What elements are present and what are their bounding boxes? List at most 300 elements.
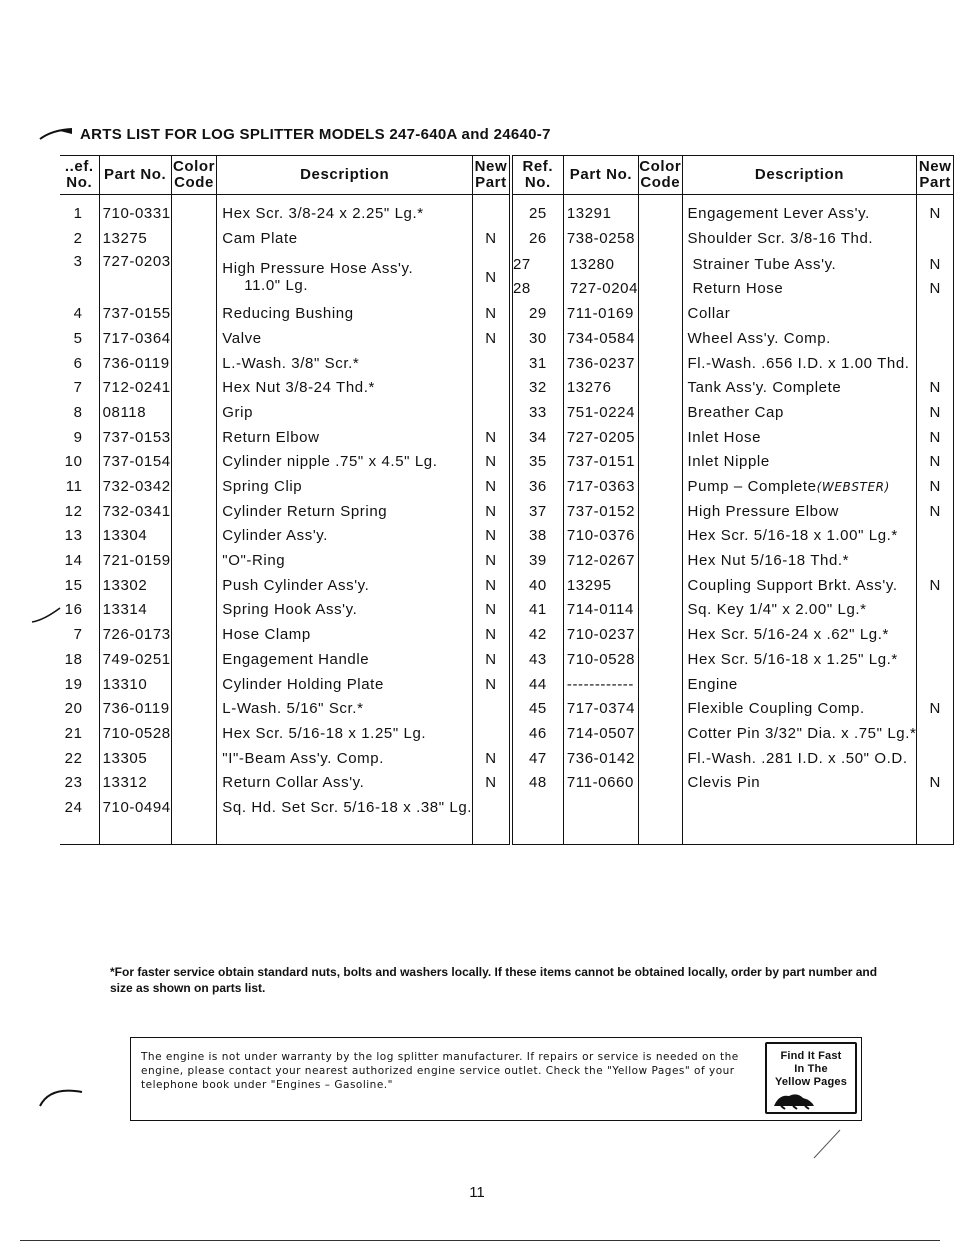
part-no: 13276 xyxy=(563,375,638,400)
description-text: Engagement Lever Ass'y. xyxy=(687,204,870,222)
new-part: N xyxy=(473,326,511,351)
header-ref-no-right: Ref. No. xyxy=(511,156,564,195)
description-text: Hex Scr. 5/16-18 x 1.25" Lg. xyxy=(222,724,427,742)
ref-no: 24 xyxy=(60,795,99,820)
handwritten-note: (WEBSTER) xyxy=(816,480,890,495)
new-part xyxy=(917,226,954,251)
parts-table xyxy=(60,155,954,845)
part-no: 710-0494 xyxy=(99,795,171,820)
table-row xyxy=(60,672,954,697)
part-no: 13275 xyxy=(99,226,171,251)
new-part: N xyxy=(473,226,511,251)
table-row xyxy=(60,326,954,351)
table-row xyxy=(60,770,954,795)
table-row xyxy=(60,622,954,647)
new-part xyxy=(917,351,954,376)
color-code xyxy=(639,375,682,400)
badge-line-2: In The xyxy=(794,1063,828,1075)
color-code xyxy=(639,351,682,376)
margin-mark xyxy=(38,1078,84,1108)
ref-no: 48 xyxy=(511,770,564,795)
ref-no: 15 xyxy=(60,573,99,598)
color-code xyxy=(639,696,682,721)
part-no: 732-0341 xyxy=(99,499,171,524)
part-no: 714-0507 xyxy=(563,721,638,746)
color-code xyxy=(639,400,682,425)
color-code xyxy=(171,598,217,623)
color-code xyxy=(171,548,217,573)
color-code xyxy=(171,301,217,326)
description-text: Cylinder Holding Plate xyxy=(222,675,384,693)
description-text: Push Cylinder Ass'y. xyxy=(222,576,370,594)
part-no: 712-0267 xyxy=(563,548,638,573)
new-part: N xyxy=(473,548,511,573)
ref-no: 46 xyxy=(511,721,564,746)
part-no: 737-0154 xyxy=(99,450,171,475)
part-no: 717-0363 xyxy=(563,474,638,499)
ref-no: 11 xyxy=(60,474,99,499)
color-code xyxy=(171,400,217,425)
ref-no: 4 xyxy=(60,301,99,326)
color-code xyxy=(171,795,217,820)
new-part: N xyxy=(917,499,954,524)
table-row xyxy=(60,499,954,524)
ref-no: 27 xyxy=(512,256,531,274)
part-no: 738-0258 xyxy=(563,226,638,251)
description-text: "O"-Ring xyxy=(222,552,286,570)
description xyxy=(217,770,473,795)
color-code xyxy=(639,201,682,226)
description-text: Coupling Support Brkt. Ass'y. xyxy=(687,576,898,594)
ref-no: 42 xyxy=(511,622,564,647)
ref-no: 13 xyxy=(60,524,99,549)
ref-no: 40 xyxy=(511,573,564,598)
description xyxy=(682,326,917,351)
description xyxy=(217,647,473,672)
ref-no: 45 xyxy=(511,696,564,721)
ref-no xyxy=(511,795,564,820)
part-no: 710-0528 xyxy=(563,647,638,672)
color-code xyxy=(639,795,682,820)
new-part: N xyxy=(473,598,511,623)
description xyxy=(217,450,473,475)
ref-no: 6 xyxy=(60,351,99,376)
ref-no: 47 xyxy=(511,746,564,771)
new-part xyxy=(917,795,954,820)
description xyxy=(217,598,473,623)
description-text: Clevis Pin xyxy=(687,774,761,792)
description-text: Shoulder Scr. 3/8-16 Thd. xyxy=(687,229,874,247)
ref-no: 38 xyxy=(511,524,564,549)
header-new-part-right: New Part xyxy=(917,156,954,195)
table-row xyxy=(60,450,954,475)
new-part: N xyxy=(917,474,954,499)
ref-no: 28 xyxy=(512,280,531,298)
ref-no: 10 xyxy=(60,450,99,475)
description-text: Grip xyxy=(222,403,254,421)
description-text: Tank Ass'y. Complete xyxy=(687,379,842,397)
description-text: Sq. Hd. Set Scr. 5/16-18 x .38" Lg. xyxy=(222,798,473,816)
new-part xyxy=(917,326,954,351)
color-code xyxy=(171,524,217,549)
description xyxy=(217,548,473,573)
part-no: 712-0241 xyxy=(99,375,171,400)
color-code xyxy=(171,351,217,376)
part-no: 737-0153 xyxy=(99,425,171,450)
new-part xyxy=(917,721,954,746)
description xyxy=(682,672,917,697)
part-no: 13291 xyxy=(563,201,638,226)
description xyxy=(682,795,917,820)
description xyxy=(688,277,917,301)
description-text: Fl.-Wash. .281 I.D. x .50" O.D. xyxy=(687,749,908,767)
stacked-cell xyxy=(513,253,547,301)
ref-no: 7 xyxy=(60,622,99,647)
description-text: "I"-Beam Ass'y. Comp. xyxy=(222,749,384,767)
ref-no: 20 xyxy=(60,696,99,721)
part-no: ------------ xyxy=(563,672,638,697)
table-row xyxy=(60,375,954,400)
walking-fingers-icon xyxy=(771,1088,817,1110)
header-ref-no-left: ..ef. No. xyxy=(60,156,99,195)
color-code xyxy=(639,721,682,746)
description xyxy=(682,474,917,499)
part-no: 734-0584 xyxy=(563,326,638,351)
new-part: N xyxy=(473,425,511,450)
new-part: N xyxy=(917,201,954,226)
ref-no: 9 xyxy=(60,425,99,450)
part-no: 08118 xyxy=(99,400,171,425)
description-text: High Pressure Elbow xyxy=(687,502,839,520)
description-text: Wheel Ass'y. Comp. xyxy=(687,329,831,347)
new-part: N xyxy=(917,770,954,795)
part-no: 13280 xyxy=(569,256,615,274)
part-no: 732-0342 xyxy=(99,474,171,499)
description xyxy=(682,226,917,251)
ref-no: 16 xyxy=(60,598,99,623)
description xyxy=(682,647,917,672)
part-no: 13302 xyxy=(99,573,171,598)
ref-no: 1 xyxy=(60,201,99,226)
new-part xyxy=(917,622,954,647)
ref-no: 32 xyxy=(511,375,564,400)
description-text: Inlet Hose xyxy=(687,428,762,446)
part-no: 710-0331 xyxy=(99,201,171,226)
part-no: 13304 xyxy=(99,524,171,549)
color-code xyxy=(639,326,682,351)
description-text: Cylinder Return Spring xyxy=(222,502,388,520)
ref-no: 25 xyxy=(511,201,564,226)
color-code xyxy=(639,450,682,475)
color-code xyxy=(171,622,217,647)
page-number: 11 xyxy=(469,1184,485,1201)
table-row xyxy=(60,201,954,226)
description-text: Hex Scr. 3/8-24 x 2.25" Lg.* xyxy=(222,204,424,222)
description-text: Collar xyxy=(687,305,731,323)
header-color-code-right: Color Code xyxy=(639,156,682,195)
new-part: N xyxy=(473,622,511,647)
color-code xyxy=(639,770,682,795)
engine-warranty-notice xyxy=(130,1037,862,1121)
description xyxy=(682,573,917,598)
new-part: N xyxy=(917,573,954,598)
table-row xyxy=(60,301,954,326)
color-code xyxy=(639,672,682,697)
new-part xyxy=(473,696,511,721)
color-code xyxy=(171,499,217,524)
stacked-cell xyxy=(917,253,953,301)
part-no: 714-0114 xyxy=(563,598,638,623)
description xyxy=(217,351,473,376)
color-code xyxy=(639,499,682,524)
description-text: Cotter Pin 3/32" Dia. x .75" Lg.* xyxy=(687,724,917,742)
color-code xyxy=(639,425,682,450)
table-header-row xyxy=(60,156,954,195)
ref-no: 14 xyxy=(60,548,99,573)
description xyxy=(217,375,473,400)
description xyxy=(682,499,917,524)
color-code xyxy=(171,770,217,795)
color-code xyxy=(639,277,681,301)
part-no: 710-0237 xyxy=(563,622,638,647)
color-code xyxy=(639,524,682,549)
color-code xyxy=(639,253,681,277)
ref-no: 41 xyxy=(511,598,564,623)
margin-mark xyxy=(812,1128,842,1160)
color-code xyxy=(171,573,217,598)
color-code xyxy=(639,598,682,623)
description xyxy=(682,548,917,573)
description-text: Spring Clip xyxy=(222,478,303,496)
new-part: N xyxy=(473,301,511,326)
new-part xyxy=(917,746,954,771)
new-part xyxy=(473,351,511,376)
part-no: 721-0159 xyxy=(99,548,171,573)
description-text: Reducing Bushing xyxy=(222,305,354,323)
badge-line-3: Yellow Pages xyxy=(774,1076,848,1088)
color-code xyxy=(639,474,682,499)
color-code xyxy=(171,226,217,251)
part-no xyxy=(563,250,638,301)
color-code xyxy=(639,573,682,598)
color-code xyxy=(639,746,682,771)
part-no: 710-0376 xyxy=(563,524,638,549)
new-part: N xyxy=(473,450,511,475)
ref-no: 18 xyxy=(60,647,99,672)
part-no: 711-0660 xyxy=(563,770,638,795)
new-part xyxy=(917,598,954,623)
description xyxy=(217,696,473,721)
part-no: 751-0224 xyxy=(563,400,638,425)
description-text: Spring Hook Ass'y. xyxy=(222,601,358,619)
description-text: Hex Scr. 5/16-18 x 1.25" Lg.* xyxy=(687,650,898,668)
ref-no: 39 xyxy=(511,548,564,573)
color-code xyxy=(639,647,682,672)
table-row xyxy=(60,474,954,499)
header-description-left: Description xyxy=(217,156,473,195)
color-code xyxy=(639,622,682,647)
new-part: N xyxy=(473,474,511,499)
part-no: 710-0528 xyxy=(99,721,171,746)
new-part xyxy=(917,301,954,326)
color-code xyxy=(171,474,217,499)
table-row xyxy=(60,226,954,251)
part-no: 749-0251 xyxy=(99,647,171,672)
ref-no: 8 xyxy=(60,400,99,425)
color-code xyxy=(171,746,217,771)
ref-no: 36 xyxy=(511,474,564,499)
bottom-rule xyxy=(20,1240,940,1241)
description xyxy=(682,425,917,450)
header-color-code-left: Color Code xyxy=(171,156,217,195)
description-text: Hex Scr. 5/16-18 x 1.00" Lg.* xyxy=(687,527,898,545)
table-row xyxy=(60,696,954,721)
table-row xyxy=(60,524,954,549)
part-no: 727-0203 xyxy=(99,250,171,301)
color-code xyxy=(171,647,217,672)
part-no: 737-0151 xyxy=(563,450,638,475)
description xyxy=(217,226,473,251)
description xyxy=(682,696,917,721)
description xyxy=(682,301,917,326)
description xyxy=(682,400,917,425)
new-part xyxy=(917,524,954,549)
description-text: Return Collar Ass'y. xyxy=(222,774,365,792)
part-no: 13305 xyxy=(99,746,171,771)
ref-no: 2 xyxy=(60,226,99,251)
description-text: Cylinder nipple .75" x 4.5" Lg. xyxy=(222,453,438,471)
description-text: Return Hose xyxy=(692,280,784,298)
ref-no: 29 xyxy=(511,301,564,326)
description-text: Cam Plate xyxy=(222,229,298,247)
header-part-no-right: Part No. xyxy=(563,156,638,195)
description-text: Flexible Coupling Comp. xyxy=(687,700,865,718)
table-row xyxy=(60,548,954,573)
description xyxy=(217,250,473,301)
ref-no: 31 xyxy=(511,351,564,376)
footnote: *For faster service obtain standard nuts, bolts and washers locally. If these items cannot be obtained locally, order by part number and size as shown on parts list. xyxy=(110,965,878,995)
table-row xyxy=(60,721,954,746)
color-code xyxy=(171,250,217,301)
ref-no: 30 xyxy=(511,326,564,351)
table-row xyxy=(60,250,954,301)
color-code xyxy=(171,425,217,450)
color-code xyxy=(171,721,217,746)
part-no: 13295 xyxy=(563,573,638,598)
description-text: Fl.-Wash. .656 I.D. x 1.00 Thd. xyxy=(687,354,910,372)
description-text: Hex Nut 3/8-24 Thd.* xyxy=(222,379,375,397)
description xyxy=(217,721,473,746)
new-part: N xyxy=(473,499,511,524)
new-part xyxy=(473,400,511,425)
torn-corner-mark xyxy=(38,126,74,140)
part-no: 727-0205 xyxy=(563,425,638,450)
description xyxy=(682,770,917,795)
header-new-part-left: New Part xyxy=(473,156,511,195)
description xyxy=(217,301,473,326)
description xyxy=(217,795,473,820)
new-part: N xyxy=(917,425,954,450)
new-part: N xyxy=(917,375,954,400)
new-part: N xyxy=(473,746,511,771)
color-code xyxy=(639,301,682,326)
ref-no: 12 xyxy=(60,499,99,524)
description xyxy=(682,524,917,549)
table-row xyxy=(60,746,954,771)
description-text: L-Wash. 5/16" Scr.* xyxy=(222,700,364,718)
part-no: 736-0119 xyxy=(99,351,171,376)
ref-no: 37 xyxy=(511,499,564,524)
description xyxy=(217,400,473,425)
description-text: Hose Clamp xyxy=(222,626,311,644)
description-text: Inlet Nipple xyxy=(687,453,770,471)
new-part xyxy=(473,201,511,226)
header-part-no-left: Part No. xyxy=(99,156,171,195)
ref-no: 21 xyxy=(60,721,99,746)
description xyxy=(682,598,917,623)
description xyxy=(682,450,917,475)
part-no: 13310 xyxy=(99,672,171,697)
yellow-pages-badge xyxy=(765,1042,857,1114)
margin-mark xyxy=(30,600,66,630)
new-part: N xyxy=(929,256,941,274)
description xyxy=(217,573,473,598)
table-row xyxy=(60,795,954,820)
ref-no: 7 xyxy=(60,375,99,400)
part-no: 736-0142 xyxy=(563,746,638,771)
part-no: 736-0237 xyxy=(563,351,638,376)
stacked-cell xyxy=(688,253,917,301)
part-no: 727-0204 xyxy=(569,280,639,298)
description xyxy=(682,250,917,301)
description-text: Hex Nut 5/16-18 Thd.* xyxy=(687,552,850,570)
description-text: Sq. Key 1/4" x 2.00" Lg.* xyxy=(687,601,867,619)
part-no: 717-0364 xyxy=(99,326,171,351)
description-text: Engine xyxy=(687,675,738,693)
new-part xyxy=(917,672,954,697)
new-part xyxy=(917,548,954,573)
new-part: N xyxy=(473,770,511,795)
new-part xyxy=(917,250,954,301)
description xyxy=(682,201,917,226)
description-text: Pump – Complete xyxy=(687,478,817,496)
table-row xyxy=(60,351,954,376)
new-part xyxy=(473,375,511,400)
description-text: Cylinder Ass'y. xyxy=(222,527,329,545)
ref-no: 19 xyxy=(60,672,99,697)
description xyxy=(682,746,917,771)
description-text: Strainer Tube Ass'y. xyxy=(692,256,837,274)
ref-no: 3 xyxy=(60,250,99,301)
description xyxy=(217,524,473,549)
part-no: 736-0119 xyxy=(99,696,171,721)
color-code xyxy=(639,548,682,573)
part-no: 13312 xyxy=(99,770,171,795)
description-text: Breather Cap xyxy=(687,403,784,421)
part-no: 737-0152 xyxy=(563,499,638,524)
ref-no: 22 xyxy=(60,746,99,771)
new-part: N xyxy=(473,672,511,697)
part-no: 13314 xyxy=(99,598,171,623)
ref-no: 26 xyxy=(511,226,564,251)
badge-line-1: Find It Fast xyxy=(780,1050,842,1062)
ref-no xyxy=(511,250,564,301)
ref-no: 23 xyxy=(60,770,99,795)
new-part: N xyxy=(917,400,954,425)
description xyxy=(682,351,917,376)
table-row xyxy=(60,400,954,425)
color-code xyxy=(171,696,217,721)
